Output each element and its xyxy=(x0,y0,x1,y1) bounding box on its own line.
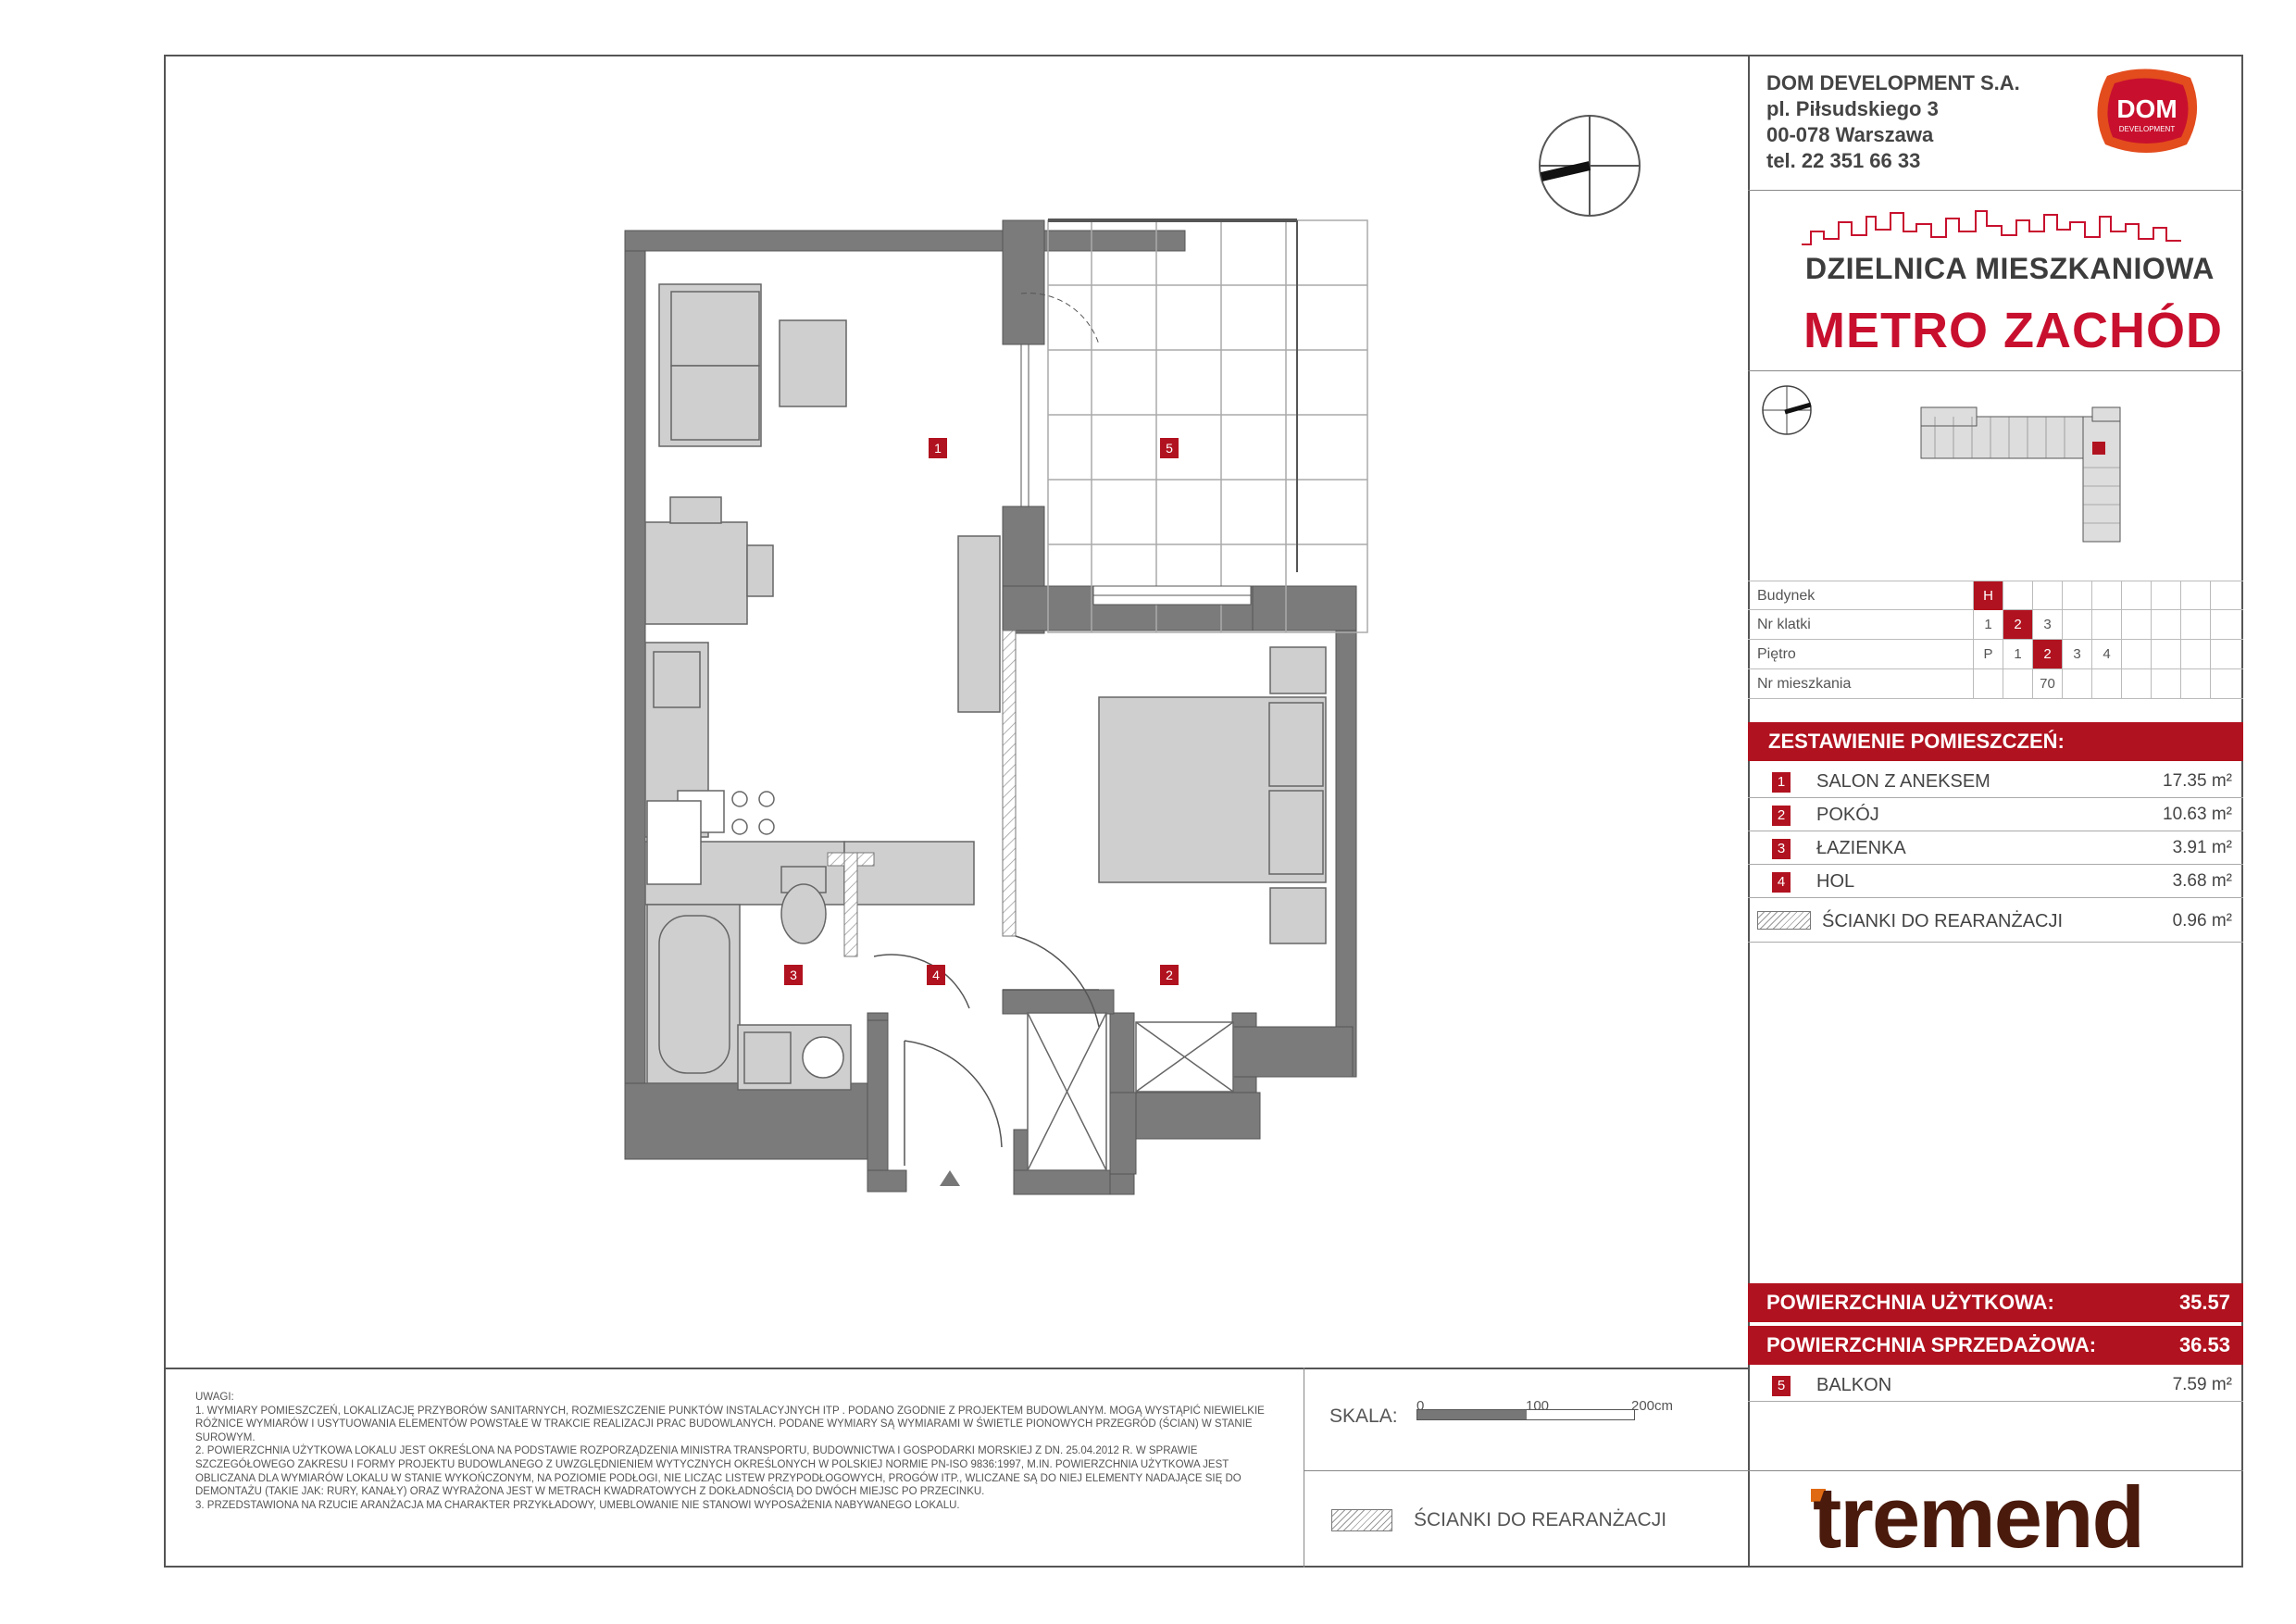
room-row xyxy=(1748,798,2243,831)
grid-cell: P xyxy=(1973,640,2003,668)
divider xyxy=(1748,190,2243,191)
grid-cell xyxy=(2062,610,2091,639)
grid-cell xyxy=(2210,610,2240,639)
scale-tick: 0 xyxy=(1416,1398,1425,1414)
grid-cell: H xyxy=(1973,581,2003,610)
grid-cell: 2 xyxy=(2003,610,2032,639)
grid-cell xyxy=(2121,669,2151,698)
scale-tick: 200cm xyxy=(1631,1398,1674,1414)
room-number: 3 xyxy=(1772,839,1791,859)
scale-bar-fill xyxy=(1417,1410,1527,1419)
divider xyxy=(1304,1470,1748,1471)
grid-label: Piętro xyxy=(1757,646,1796,662)
grid-cell xyxy=(2062,669,2091,698)
grid-cell xyxy=(2180,610,2210,639)
company-info xyxy=(1766,70,2020,174)
project-title-line2: METRO ZACHÓD xyxy=(1803,303,2223,358)
grid-cell xyxy=(2003,581,2032,610)
grid-label: Nr klatki xyxy=(1757,617,1811,632)
room-area: 17.35 m² xyxy=(2163,771,2232,791)
balcony-row xyxy=(1748,1368,2243,1402)
grid-cell: 4 xyxy=(2091,640,2121,668)
room-name: BALKON xyxy=(1816,1375,1892,1395)
grid-cell xyxy=(2121,610,2151,639)
company-address-2: 00-078 Warszawa xyxy=(1766,123,1934,146)
grid-cell xyxy=(2151,581,2180,610)
room-number: 2 xyxy=(1772,806,1791,826)
room-number: 4 xyxy=(1772,872,1791,893)
room-name: ŁAZIENKA xyxy=(1816,838,1906,858)
tremend-logo: tremend xyxy=(1813,1468,2143,1566)
grid-row-mieszkanie xyxy=(1748,669,2243,699)
partitions-name: ŚCIANKI DO REARANŻACJI xyxy=(1822,911,2064,931)
grid-cell xyxy=(2091,581,2121,610)
legend-label: ŚCIANKI DO REARANŻACJI xyxy=(1414,1509,1667,1530)
notes-title: UWAGI: xyxy=(195,1392,234,1403)
grid-cell xyxy=(2091,610,2121,639)
room-row xyxy=(1748,765,2243,798)
grid-row-budynek xyxy=(1748,581,2243,610)
total-label: POWIERZCHNIA SPRZEDAŻOWA: xyxy=(1766,1333,2097,1356)
key-plan xyxy=(1759,384,2240,556)
project-title-line1: DZIELNICA MIESZKANIOWA xyxy=(1805,252,2215,285)
company-phone: tel. 22 351 66 33 xyxy=(1766,149,1921,172)
company-address-1: pl. Piłsudskiego 3 xyxy=(1766,97,1939,120)
grid-cell: 1 xyxy=(1973,610,2003,639)
scale-label: SKALA: xyxy=(1329,1405,1398,1427)
grid-cell xyxy=(2121,581,2151,610)
divider xyxy=(164,1368,1748,1369)
grid-row-pietro xyxy=(1748,640,2243,669)
total-value: 36.53 xyxy=(2178,1333,2230,1356)
floor-plan xyxy=(164,55,1749,1369)
plan-label-5: 5 xyxy=(1160,438,1179,458)
room-name: POKÓJ xyxy=(1816,805,1879,825)
plan-label-3: 3 xyxy=(784,965,803,985)
note-item: 2. POWIERZCHNIA UŻYTKOWA LOKALU JEST OKREŚLONA NA PODSTAWIE ROZPORZĄDZENIA MINISTRA TRANSPORTU, BUDOWNICTWA I GOSPODARKI MORSKIEJ Z DN. 25.04.2012 R. W SPRAWIE SZCZEGÓŁOWEGO ZAKRESU I FORMY PROJEKTU BUDOWLANEGO Z UWZGLĘDNIENIEM WYTYCZNYCH OKREŚLONYCH W POLSKIEJ NORMIE PN-ISO 9836:1997, M.IN. POWIERZCHNIA UŻYTKOWA JEST OBLICZANA DLA WYMIARÓW LOKALU W STANIE WYKOŃCZONYM, NA POZIOMIE PODŁOGI, NIE LICZĄC LISTEW PRZYPODŁOGOWYCH, PROGÓW ITP., WLICZANE SĄ DO NIEJ ELEMENTY NADAJĄCE SIĘ DO DEMONTAŻU (TAKIE JAK: RURY, KANAŁY) ORAZ WYRAŻONA JEST W METRACH KWADRATOWYCH Z DOKŁADNOŚCIĄ DO DWÓCH MIEJSC PO PRZECINKU. xyxy=(195,1445,1242,1498)
partitions-row xyxy=(1748,898,2243,943)
dom-development-logo xyxy=(2090,67,2203,156)
partitions-area: 0.96 m² xyxy=(2172,911,2232,931)
grid-row-klatka xyxy=(1748,610,2243,640)
grid-cell xyxy=(1973,669,2003,698)
grid-cell xyxy=(2032,581,2062,610)
room-area: 3.91 m² xyxy=(2172,838,2232,857)
grid-cell: 2 xyxy=(2032,640,2062,668)
grid-cell xyxy=(2210,640,2240,668)
grid-cell xyxy=(2180,581,2210,610)
note-item: 3. PRZEDSTAWIONA NA RZUCIE ARANŻACJA MA CHARAKTER PRZYKŁADOWY, UMEBLOWANIE NIE STANOWI WYPOSAŻENIA NABYWANEGO LOKALU. xyxy=(195,1499,960,1511)
plan-label-1: 1 xyxy=(929,438,947,458)
total-value: 35.57 xyxy=(2178,1291,2230,1314)
grid-cell xyxy=(2210,581,2240,610)
grid-cell xyxy=(2180,640,2210,668)
room-row xyxy=(1748,865,2243,898)
room-area: 3.68 m² xyxy=(2172,871,2232,891)
grid-cell xyxy=(2121,640,2151,668)
grid-cell xyxy=(2151,640,2180,668)
plan-label-2: 2 xyxy=(1160,965,1179,985)
divider xyxy=(1748,370,2243,371)
room-number: 1 xyxy=(1772,772,1791,793)
room-row xyxy=(1748,831,2243,865)
room-area: 7.59 m² xyxy=(2172,1375,2232,1394)
total-label: POWIERZCHNIA UŻYTKOWA: xyxy=(1766,1291,2054,1314)
room-number: 5 xyxy=(1772,1376,1791,1396)
scale-tick: 100 xyxy=(1526,1398,1550,1414)
plan-label-4: 4 xyxy=(927,965,945,985)
grid-cell xyxy=(2091,669,2121,698)
grid-cell xyxy=(2180,669,2210,698)
grid-cell xyxy=(2210,669,2240,698)
total-sale-bar xyxy=(1748,1326,2243,1365)
grid-cell: 3 xyxy=(2062,640,2091,668)
hatch-swatch xyxy=(1757,911,1811,930)
grid-cell xyxy=(2062,581,2091,610)
legend-hatch-swatch xyxy=(1331,1509,1392,1531)
note-item: 1. WYMIARY POMIESZCZEŃ, LOKALIZACJĘ PRZYBORÓW SANITARNYCH, ROZMIESZCZENIE PUNKTÓW INSTALACYJNYCH ITP . PODANO ZGODNIE Z PROJEKTEM BUDOWLANYM. MOGĄ WYSTĄPIĆ NIEWIELKIE RÓŻNICE WYMIARÓW I USYTUOWANIA ELEMENTÓW POWSTAŁE W TRAKCIE REALIZACJI PRAC BUDOWLANYCH. PODANE WYMIARY SĄ WYMIARAMI W ŚWIETLE PIONOWYCH PRZEGRÓD (ŚCIAN) W STANIE SUROWYM. xyxy=(195,1405,1265,1443)
room-name: HOL xyxy=(1816,871,1855,892)
rooms-header: ZESTAWIENIE POMIESZCZEŃ: xyxy=(1748,722,2243,761)
notes xyxy=(195,1391,1288,1512)
svg-text:DOM: DOM xyxy=(2116,94,2177,123)
grid-cell xyxy=(2003,669,2032,698)
skyline-graphic xyxy=(1802,204,2181,248)
room-area: 10.63 m² xyxy=(2163,805,2232,824)
grid-cell xyxy=(2151,669,2180,698)
grid-cell xyxy=(2151,610,2180,639)
grid-cell: 3 xyxy=(2032,610,2062,639)
grid-label: Nr mieszkania xyxy=(1757,676,1852,692)
company-name: DOM DEVELOPMENT S.A. xyxy=(1766,71,2020,94)
grid-cell: 1 xyxy=(2003,640,2032,668)
svg-text:DEVELOPMENT: DEVELOPMENT xyxy=(2118,125,2176,133)
room-name: SALON Z ANEKSEM xyxy=(1816,771,1990,792)
grid-cell: 70 xyxy=(2032,669,2062,698)
total-usable-bar xyxy=(1748,1283,2243,1322)
grid-label: Budynek xyxy=(1757,588,1816,604)
